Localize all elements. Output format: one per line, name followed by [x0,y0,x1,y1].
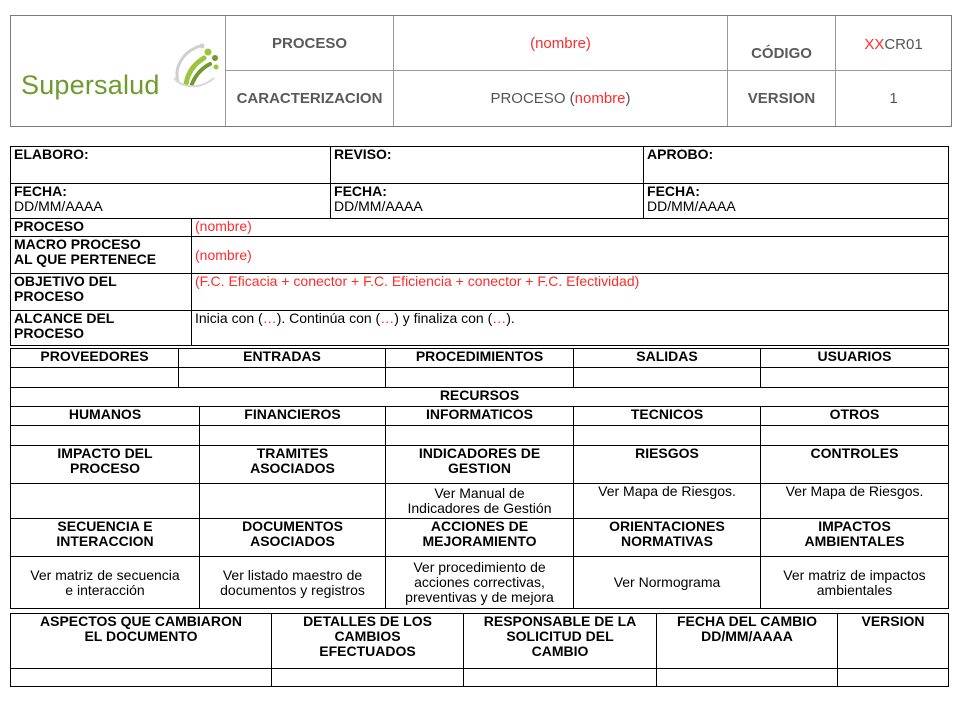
characterization-table [10,348,949,609]
aprobo-label: APROBO: [644,147,949,184]
version-label: VERSION [728,71,836,126]
riesgos-header: RIESGOS [574,446,761,484]
tramites-cell [200,484,386,519]
paren-open: ( [530,34,536,52]
codigo-label: CÓDIGO [728,16,836,71]
reviso-label: REVISO: [331,147,644,184]
flow-header: SALIDAS [574,349,761,368]
flow-cell [179,368,386,388]
aspectos-header: ASPECTOS QUE CAMBIARON EL DOCUMENTO [11,614,272,669]
fecha-label: FECHA: [14,183,67,199]
recurso-cell [11,426,200,446]
impactos-ambientales-header: IMPACTOS AMBIENTALES [761,519,949,557]
proceso-value [394,16,728,71]
recurso-header: TECNICOS [574,407,761,426]
recursos-title: RECURSOS [11,388,949,407]
version-value: 1 [889,90,898,107]
caracterizacion-label: CARACTERIZACION [226,71,394,126]
orientaciones-header: ORIENTACIONES NORMATIVAS [574,519,761,557]
codigo-prefix: XX [864,36,885,53]
riesgos-cell: Ver Mapa de Riesgos. [574,484,761,519]
version-header: VERSION [838,614,949,669]
flow-header: PROVEEDORES [11,349,179,368]
tramites-header: TRAMITES ASOCIADOS [200,446,386,484]
recurso-header: FINANCIEROS [200,407,386,426]
change-cell [464,669,657,687]
proceso-name: nombre [535,34,586,52]
codigo-suffix: CR01 [884,36,923,53]
flow-cell [761,368,949,388]
flow-cell [574,368,761,388]
change-cell [272,669,464,687]
fecha-label: FECHA: [334,183,387,199]
caracterizacion-text: PROCESO ( [490,90,575,107]
objetivo-label: OBJETIVO DEL PROCESO [11,274,192,311]
recurso-cell [761,426,949,446]
recurso-cell [574,426,761,446]
impactos-ambientales-cell: Ver matriz de impactos ambientales [761,557,949,609]
fecha-reviso [331,184,644,219]
process-info-table [10,146,949,346]
documentos-cell: Ver listado maestro de documentos y registros [200,557,386,609]
caracterizacion-value [394,71,728,126]
fecha-format: DD/MM/AAAA [334,198,423,214]
flow-header: PROCEDIMIENTOS [386,349,574,368]
proceso-row-label: PROCESO [11,219,192,237]
fecha-format: DD/MM/AAAA [14,198,103,214]
fecha-cambio-header: FECHA DEL CAMBIO DD/MM/AAAA [657,614,838,669]
fecha-aprobo [644,184,949,219]
acciones-header: ACCIONES DE MEJORAMIENTO [386,519,574,557]
alcance-value: Inicia con (…). Continúa con (…) y finaliza con (…). [192,311,949,346]
flow-cell [386,368,574,388]
change-cell [657,669,838,687]
alcance-label: ALCANCE DEL PROCESO [11,311,192,346]
recurso-cell [386,426,574,446]
supersalud-logo-icon [166,38,224,96]
caracterizacion-name: nombre [574,90,626,107]
document-header [10,15,952,127]
change-cell [838,669,949,687]
responsable-header: RESPONSABLE DE LA SOLICITUD DEL CAMBIO [464,614,657,669]
recurso-cell [200,426,386,446]
fecha-elaboro [11,184,331,219]
fecha-label: FECHA: [647,183,700,199]
impacto-cell [11,484,200,519]
codigo-value [836,16,951,71]
macro-proceso-value: (nombre) [192,237,949,274]
objetivo-value: (F.C. Eficacia + conector + F.C. Eficiencia + conector + F.C. Efectividad) [192,274,949,311]
impacto-header: IMPACTO DEL PROCESO [11,446,200,484]
paren-close: ) [585,34,591,52]
flow-header: ENTRADAS [179,349,386,368]
change-cell [11,669,272,687]
recurso-header: OTROS [761,407,949,426]
proceso-label: PROCESO [226,16,394,71]
logo-cell [11,16,226,126]
orientaciones-cell: Ver Normograma [574,557,761,609]
fecha-format: DD/MM/AAAA [647,198,736,214]
flow-cell [11,368,179,388]
controles-header: CONTROLES [761,446,949,484]
flow-header: USUARIOS [761,349,949,368]
detalles-header: DETALLES DE LOS CAMBIOS EFECTUADOS [272,614,464,669]
acciones-cell: Ver procedimiento de acciones correctivas, preventivas y de mejora [386,557,574,609]
secuencia-cell: Ver matriz de secuencia e interacción [11,557,200,609]
secuencia-header: SECUENCIA E INTERACCION [11,519,200,557]
logo-text: Supersalud [21,70,160,100]
change-control-table [10,613,949,687]
paren-close: ) [625,90,631,107]
documentos-header: DOCUMENTOS ASOCIADOS [200,519,386,557]
indicadores-cell: Ver Manual de Indicadores de Gestión [386,484,574,519]
macro-proceso-label: MACRO PROCESO AL QUE PERTENECE [11,237,192,274]
recurso-header: INFORMATICOS [386,407,574,426]
proceso-row-value: (nombre) [192,219,949,237]
indicadores-header: INDICADORES DE GESTION [386,446,574,484]
controles-cell: Ver Mapa de Riesgos. [761,484,949,519]
elaboro-label: ELABORO: [11,147,331,184]
recurso-header: HUMANOS [11,407,200,426]
